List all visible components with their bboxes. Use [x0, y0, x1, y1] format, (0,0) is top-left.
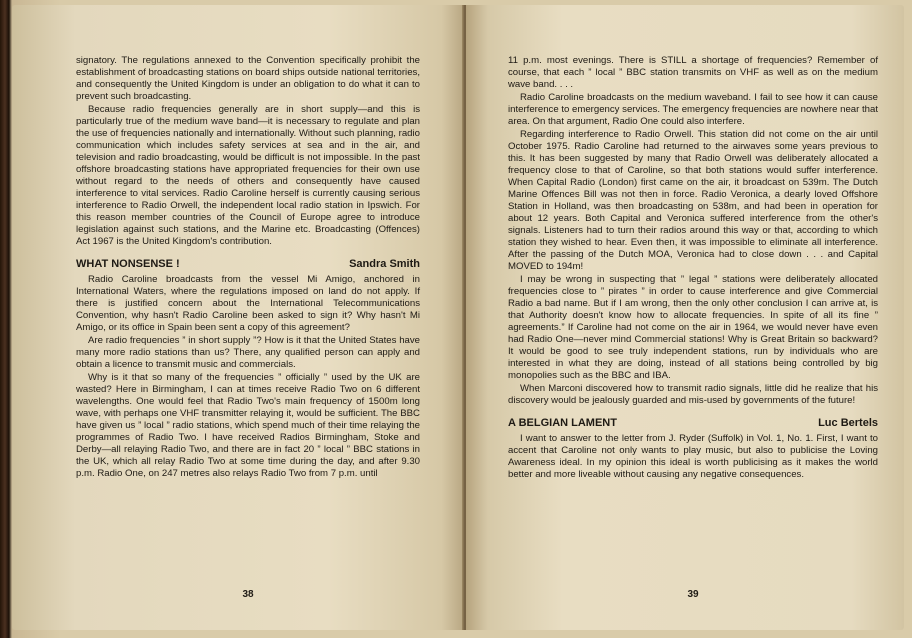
- section-author: Sandra Smith: [349, 258, 420, 270]
- page-number: 38: [242, 589, 254, 600]
- left-page: [12, 5, 464, 630]
- paragraph: Radio Caroline broadcasts from the vessel Mi Amigo, anchored in International Waters, where the regulations imposed on land do not apply. If there is justified concern about the International Telecommunications Convention, why hasn't Radio Caroline been asked to sign it? Why hasn't Mi Amigo, or its office in Spain been sent a copy of this agreement?: [76, 274, 420, 333]
- paragraph: 11 p.m. most evenings. There is STILL a shortage of frequencies? Remember of course, that each ” local ” BBC station transmits on VHF as well as on the medium wave band. . . .: [508, 55, 878, 90]
- paragraph: When Marconi discovered how to transmit radio signals, little did he realize that his discovery would be jealously guarded and mis-used by governments of the future!: [508, 383, 878, 406]
- paragraph: Why is it that so many of the frequencies ” officially ” used by the UK are wasted? Here in Birmingham, I can at times receive Radio Two on 6 different wavelengths. One would feel that Radio Two's main frequency of 1500m long wave, with perhaps one VHF transmitter relaying it, would be sufficient. The BBC have given us ” local ” radio stations, which spend much of their time relaying the programmes of Radio Two. I have received Radios Birmingham, Stoke and Derby—all relaying Radio Two, and there are in fact 20 ” local ” BBC stations in the UK, which all relay Radio Two at some time during the day, and after 9.30 p.m. Radio One, on 247 metres also relays Radio Two from 7 p.m. until: [76, 372, 420, 479]
- paragraph: Because radio frequencies generally are in short supply—and this is particularly true of the medium wave band—it is necessary to regulate and plan the use of frequencies nationally and internationally. Without such planning, radio communication which includes safety services at sea and in the air, and television and radio broadcasting, would be difficult is not impossible. In the past offshore broadcasting stations have appropriated frequencies for their own use without regard to the needs of others and consequently have caused interference to vital services. Radio Caroline herself is currently causing serious interference to Radio Orwell, the independent local radio station in Ipswich. For this reason member countries of the Council of Europe agree to introduce legislation against such stations, and the Marine etc. Broadcasting (Offences) Act 1967 is the United Kingdom's contribution.: [76, 104, 420, 247]
- paragraph: Are radio frequencies ” in short supply ”? How is it that the United States have many more radio stations than us? There, any qualified person can apply and obtain a licence to transmit music and commercials.: [76, 335, 420, 370]
- paragraph: Radio Caroline broadcasts on the medium waveband. I fail to see how it can cause interference to emergency services. The emergency frequencies are nowhere near that area. On that argument, Radio One could also interfere.: [508, 92, 878, 127]
- section-heading: [76, 258, 420, 270]
- right-page: [466, 5, 904, 630]
- section-title: WHAT NONSENSE !: [76, 258, 180, 270]
- paragraph: signatory. The regulations annexed to the Convention specifically prohibit the establishment of broadcasting stations on board ships outside national territories, and consequently the United Kingdom is under an obligation to do what it can to prevent such broadcasting.: [76, 55, 420, 102]
- section-heading: [508, 417, 878, 429]
- page-number: 39: [687, 589, 699, 600]
- section-author: Luc Bertels: [818, 417, 878, 429]
- section-title: A BELGIAN LAMENT: [508, 417, 617, 429]
- paragraph: I want to answer to the letter from J. Ryder (Suffolk) in Vol. 1, No. 1. First, I want to accent that Caroline not only wants to play music, but also to publicise the Loving Awareness ideal. In my opinion this ideal is worth publicising as it makes the world better and more liveable without causing any negative consequences.: [508, 433, 878, 480]
- paragraph: I may be wrong in suspecting that ” legal ” stations were deliberately allocated frequencies close to ” pirates ” in order to cause interference and give Commercial Radio a bad name. But if I am wrong, then the only other conclusion I can arrive at, is that Authority doesn't know how to allocate frequencies. In spite of all its fine ” agreements.” If Caroline had not come on the air in 1964, we would never have even had Radio One—never mind Commercial stations! Why is Great Britain so backward? It would be good to see truly independent stations, run by individuals who are interested in what they are doing, instead of all stations being controlled by big monopolies such as the BBC and IBA.: [508, 274, 878, 381]
- paragraph: Regarding interference to Radio Orwell. This station did not come on the air until October 1975. Radio Caroline had returned to the airwaves some years previous to this. It has been suggested by many that Radio Orwell was deliberately allocated a frequency close to that of Caroline, so that both stations would suffer interference. When Capital Radio (London) first came on the air, it broadcast on 539m. The Dutch Marine Offences Bill was not then in force. Radio Veronica, a dearly loved Offshore Station in Holland, was then broadcasting on 538m, and had been in operation for about 12 years. Both Capital and Veronica suffered interference from the other's signals. Listeners had to turn their radios around this way or that, according to which station they wished to hear. Even then, it was impossible to eliminate all interference. After the passing of the Dutch MOA, Veronica had to close down . . . and Capital MOVED to 194m!: [508, 129, 878, 272]
